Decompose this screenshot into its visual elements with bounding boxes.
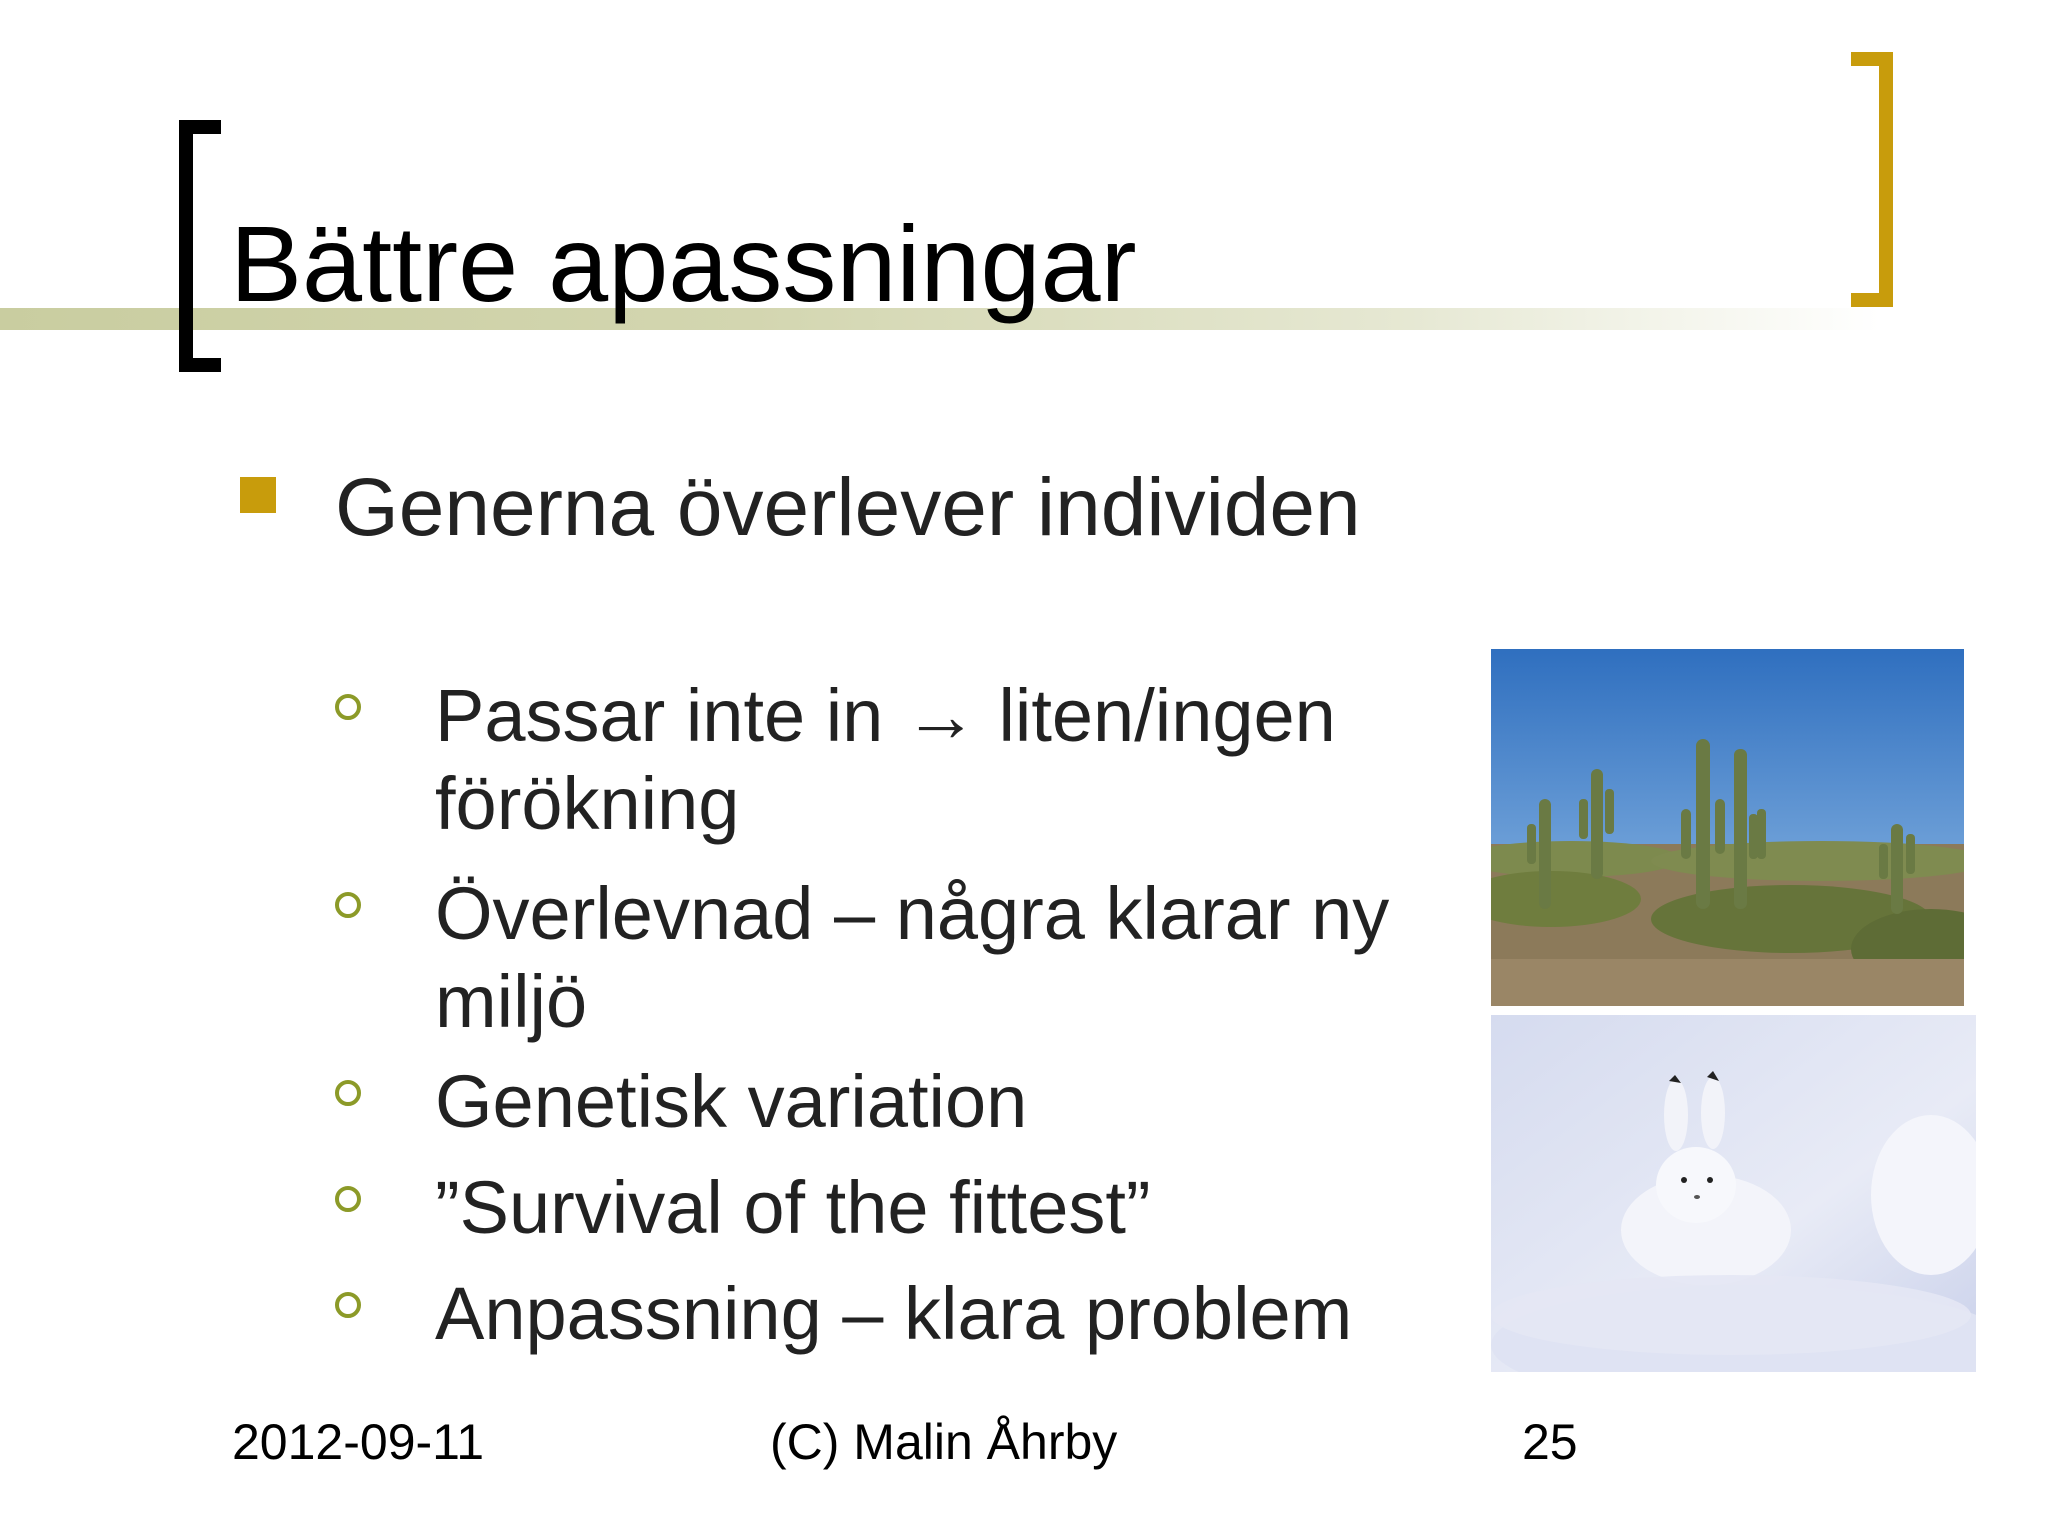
footer-date: 2012-09-11 <box>232 1414 485 1470</box>
footer-author: (C) Malin Åhrby <box>770 1414 1118 1470</box>
footer-page-number: 25 <box>1522 1414 1578 1470</box>
arctic-hare-photo <box>1491 1015 1976 1372</box>
slide-title: Bättre apassningar <box>230 203 1137 324</box>
circle-bullet-icon <box>335 892 361 918</box>
sub-bullet-text: Överlevnad – några klarar ny miljö <box>435 872 1390 1043</box>
circle-bullet-icon <box>335 1080 361 1106</box>
sub-bullet-text: Passar inte in → liten/ingen förökning <box>435 674 1336 845</box>
circle-bullet-icon <box>335 1292 361 1318</box>
circle-bullet-icon <box>335 1186 361 1212</box>
right-bracket-decoration <box>1851 52 1893 307</box>
circle-bullet-icon <box>335 694 361 720</box>
bullet-main: Generna överlever individen <box>335 462 1361 553</box>
sub-bullet-text: ”Survival of the fittest” <box>435 1166 1151 1249</box>
left-bracket-decoration <box>179 120 221 372</box>
sub-bullet-text: Genetisk variation <box>435 1060 1028 1143</box>
square-bullet-icon <box>240 477 276 513</box>
sub-bullet-text: Anpassning – klara problem <box>435 1272 1353 1355</box>
desert-cactus-photo <box>1491 649 1964 1006</box>
